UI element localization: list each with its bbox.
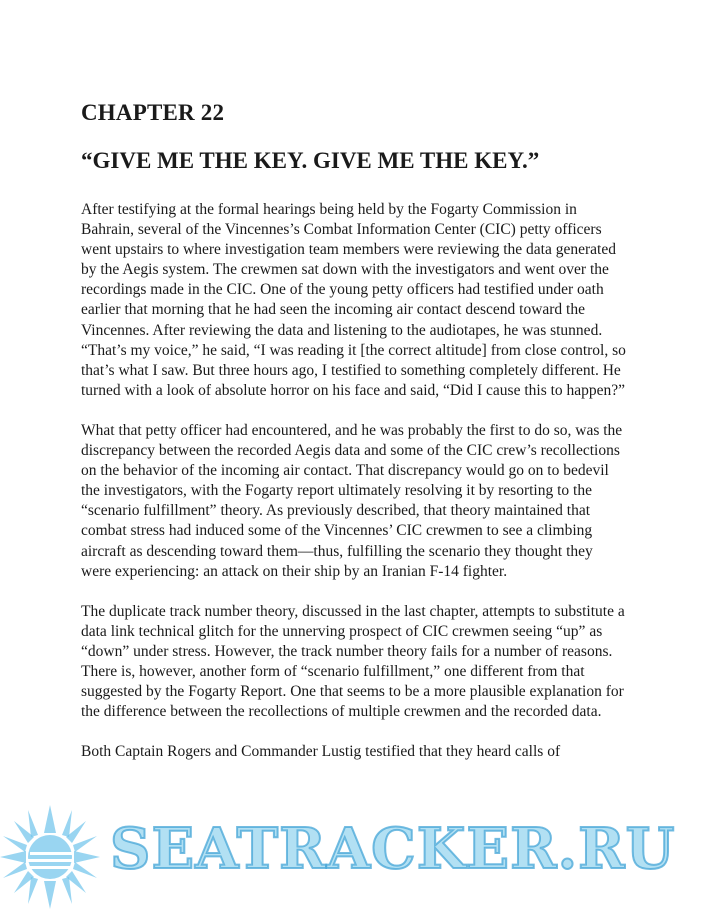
- paragraph: What that petty officer had encountered, and he was probably the first to do so, was the discrepancy between the recorded Aegis data and some of the CIC crew’s recollections on the behavior of the incoming air contact. That discrepancy would go on to bedevil the investigators, with the Fogarty report ultimately resolving it by resorting to the “scenario fulfillment” theory. As previously described, that theory maintained that combat stress had induced some of the Vincennes’ CIC crewmen to see a climbing aircraft as descending toward them—thus, fulfilling the scenario they thought they were experiencing: an attack on their ship by an Iranian F-14 fighter.: [81, 421, 623, 580]
- sun-icon: [0, 800, 112, 909]
- paragraph: After testifying at the formal hearings being held by the Fogarty Commission in Bahrain, several of the Vincennes’s Combat Information Center (CIC) petty officers went upstairs to where investigation team members were reviewing the data generated by the Aegis system. The crewmen sat down with the investigators and went over the recordings made in the CIC. One of the young petty officers had testified under oath earlier that morning that he had seen the incoming air contact descend toward the Vincennes. After reviewing the data and listening to the audiotapes, he was stunned. “That’s my voice,” he said, “I was reading it [the correct altitude] from close control, so that’s what I saw. But three hours ago, I testified to something completely different. He turned with a look of absolute horror on his face and said, “Did I cause this to happen?”: [81, 201, 626, 399]
- chapter-title: “GIVE ME THE KEY. GIVE ME THE KEY.”: [81, 148, 540, 173]
- watermark: [0, 800, 708, 909]
- chapter-number: CHAPTER 22: [81, 100, 225, 125]
- paragraph: The duplicate track number theory, discussed in the last chapter, attempts to substitute a data link technical glitch for the unnerving prospect of CIC crewmen seeing “up” as “down” under stress. However, the track number theory fails for a number of reasons. There is, however, another form of “scenario fulfillment,” one different from that suggested by the Fogarty Report. One that seems to be a more plausible explanation for the difference between the recollections of multiple crewmen and the recorded data.: [81, 602, 625, 721]
- chapter-body: [81, 200, 626, 762]
- paragraph: Both Captain Rogers and Commander Lustig testified that they heard calls of: [81, 743, 561, 761]
- watermark-text: SEATRACKER.RU: [110, 816, 676, 882]
